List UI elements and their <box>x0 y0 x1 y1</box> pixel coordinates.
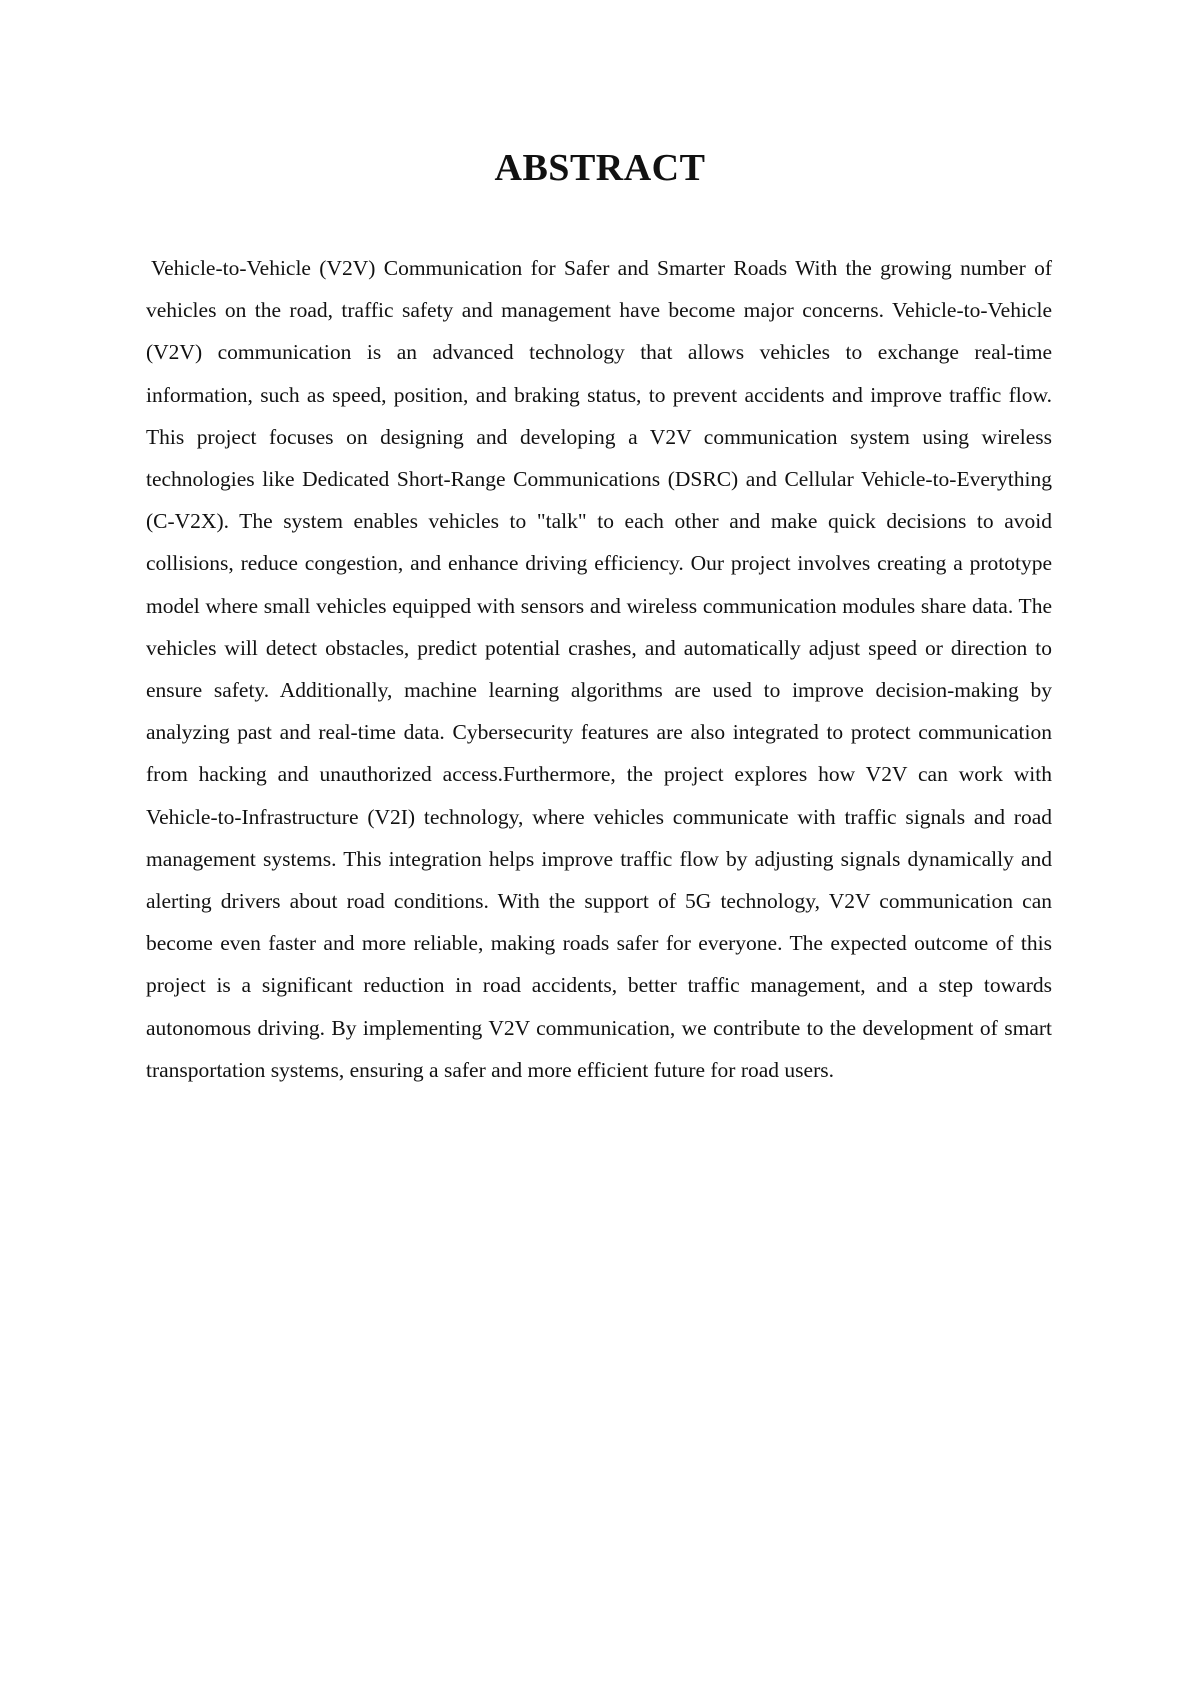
page-title: ABSTRACT <box>494 147 706 189</box>
abstract-paragraph: Vehicle-to-Vehicle (V2V) Communication for Safer and Smarter Roads With the growing number of vehicles on the road, traffic safety and management have become major concerns. Vehicle-to-Vehicle (V2V) communication is an advanced technology that allows vehicles to exchange real-time information, such as speed, position, and braking status, to prevent accidents and improve traffic flow. This project focuses on designing and developing a V2V communication system using wireless technologies like Dedicated Short-Range Communications (DSRC) and Cellular Vehicle-to-Everything (C-V2X). The system enables vehicles to "talk" to each other and make quick decisions to avoid collisions, reduce congestion, and enhance driving efficiency. Our project involves creating a prototype model where small vehicles equipped with sensors and wireless communication modules share data. The vehicles will detect obstacles, predict potential crashes, and automatically adjust speed or direction to ensure safety. Additionally, machine learning algorithms are used to improve decision-making by analyzing past and real-time data. Cybersecurity features are also integrated to protect communication from hacking and unauthorized access.Furthermore, the project explores how V2V can work with Vehicle-to-Infrastructure (V2I) technology, where vehicles communicate with traffic signals and road management systems. This integration helps improve traffic flow by adjusting signals dynamically and alerting drivers about road conditions. With the support of 5G technology, V2V communication can become even faster and more reliable, making roads safer for everyone. The expected outcome of this project is a significant reduction in road accidents, better traffic management, and a step towards autonomous driving. By implementing V2V communication, we contribute to the development of smart transportation systems, ensuring a safer and more efficient future for road users. <box>146 256 1052 1082</box>
